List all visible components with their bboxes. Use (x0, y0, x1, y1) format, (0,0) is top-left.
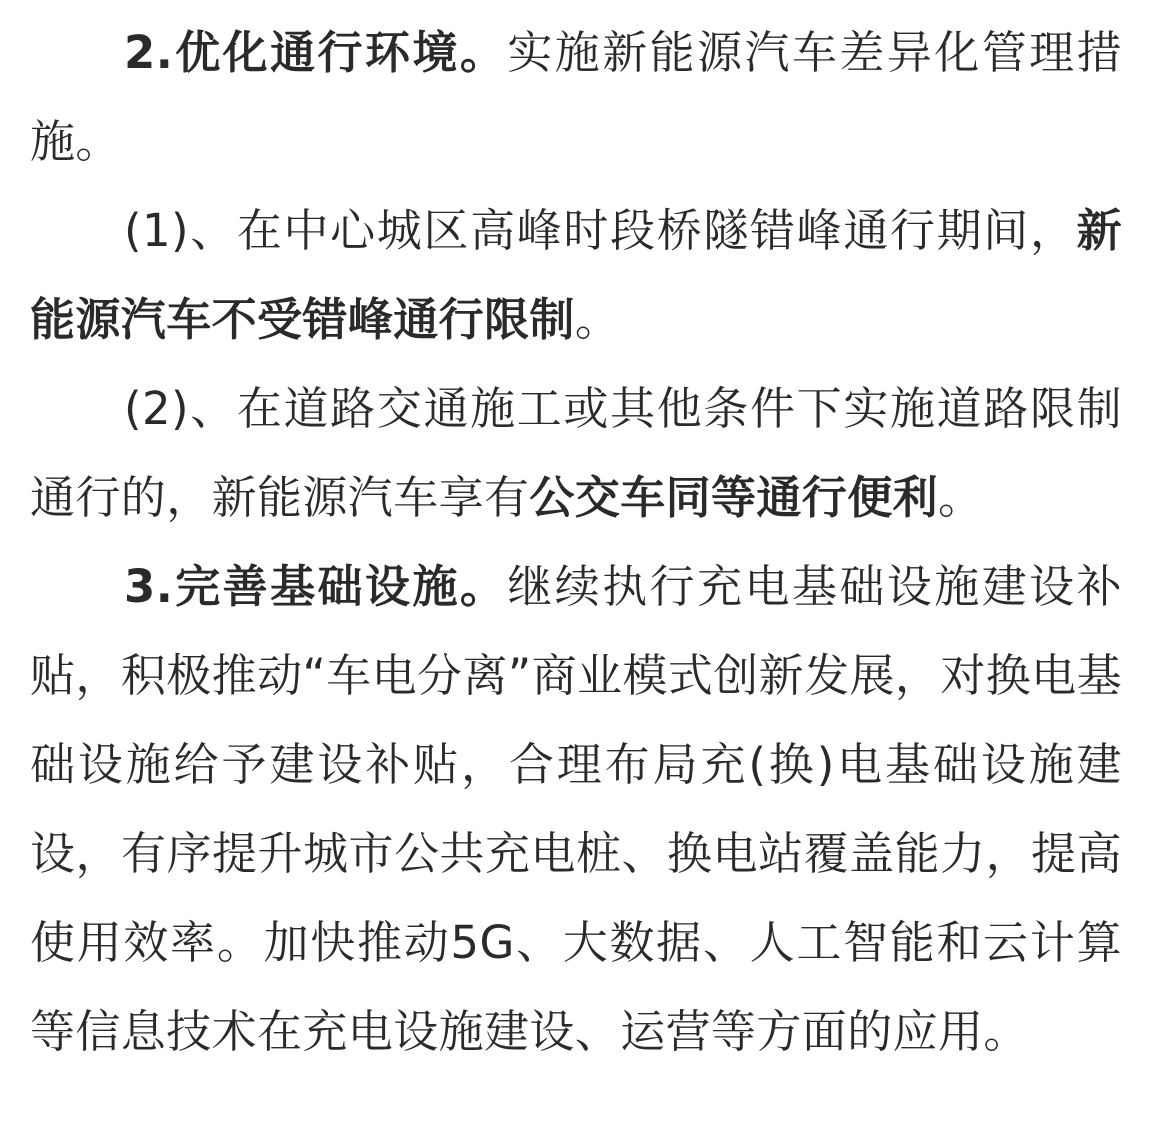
paragraph-heading: 3.完善基础设施。 (124, 560, 508, 613)
paragraph-text: 。 (574, 293, 621, 346)
bold-emphasis: 新能源汽车不受错峰通行限制 (30, 204, 1122, 346)
paragraph-heading: 2.优化通行环境。 (124, 26, 508, 79)
paragraph-item-1 (30, 186, 1122, 364)
document-body (30, 8, 1122, 1076)
paragraph-optimize-traffic (30, 8, 1122, 186)
paragraph-text: 继续执行充电基础设施建设补贴，积极推动“车电分离”商业模式创新发展，对换电基础设施给予建设补贴，合理布局充(换)电基础设施建设，有序提升城市公共充电桩、换电站覆盖能力，提高使用效率。加快推动5G、大数据、人工智能和云计算等信息技术在充电设施建设、运营等方面的应用。 (30, 560, 1122, 1058)
paragraph-item-2 (30, 364, 1122, 542)
paragraph-text: 。 (938, 471, 984, 524)
paragraph-text: (1)、在中心城区高峰时段桥隧错峰通行期间， (124, 204, 1077, 257)
bold-emphasis: 公交车同等通行便利 (529, 471, 939, 524)
paragraph-text: (2)、在道路交通施工或其他条件下实施道路限制通行的，新能源汽车享有 (30, 382, 1122, 524)
paragraph-infrastructure (30, 542, 1122, 1076)
paragraph-text: 实施新能源汽车差异化管理措施。 (30, 26, 1122, 168)
